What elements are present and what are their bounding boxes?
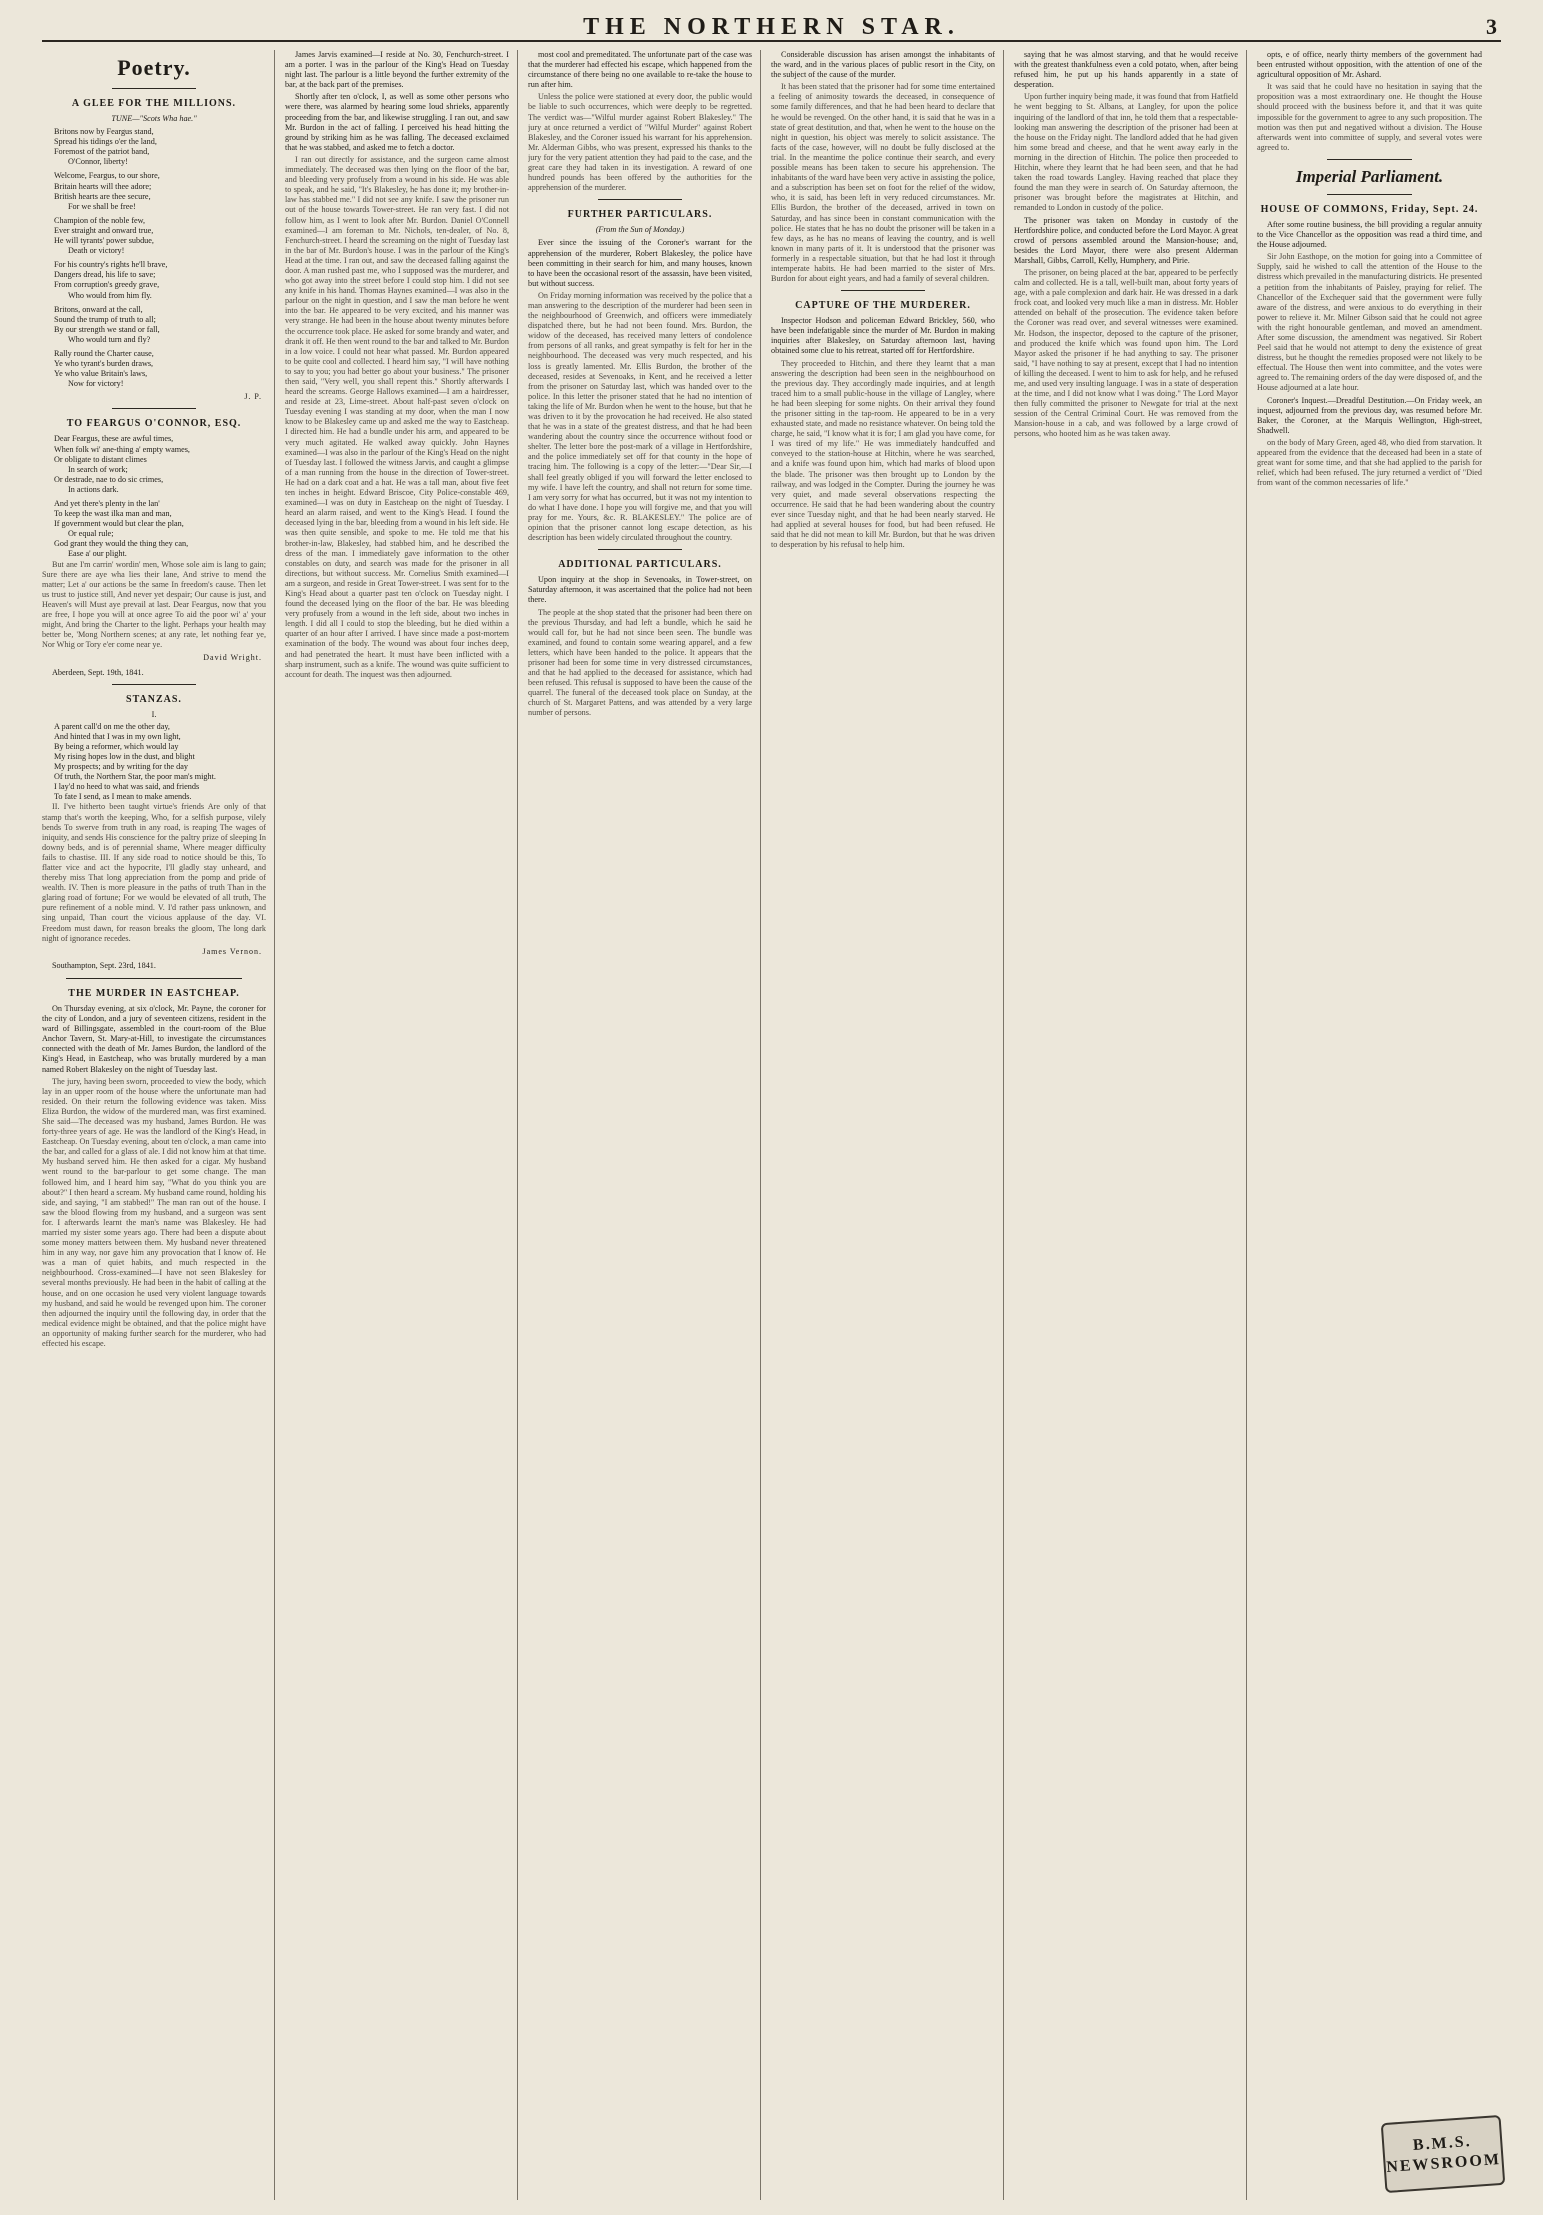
inquest-article: Coroner's Inquest.—Dreadful Destitution.—On Friday week, an inquest, adjourned from the previous day, was resumed before Mr. Baker, the Coroner, at the Marquis Wellington, High-street, Shadwell. bbox=[1257, 395, 1482, 435]
poem-line: Britain hearts will thee adore; bbox=[54, 181, 152, 191]
poem-line: Now for victory! bbox=[68, 379, 124, 389]
poem-line: My rising hopes low in the dust, and blight bbox=[54, 751, 195, 761]
poem-line: Foremost of the patriot band, bbox=[54, 147, 150, 157]
divider bbox=[841, 290, 925, 291]
column-3-continuation-c: The people at the shop stated that the prisoner had been there on the previous Thursday, and had left a bundle, which he said he would call for, but he had not since been seen. The bundle was examined, and found to contain some wearing apparel, and a few letters, which have been handed to the police. It appears that the prisoner had been for some time in very distressed circumstances, and that he had applied to the deceased for assistance, which had been refused. This refusal is supposed to have been the cause of the quarrel. The funeral of the deceased took place on Sunday, at the church of St. Margaret Pattens, and was attended by a very large number of persons. bbox=[528, 607, 752, 718]
poem-line: Or equal rule; bbox=[68, 529, 114, 539]
library-stamp bbox=[1381, 2115, 1506, 2193]
poem-1-body bbox=[42, 127, 266, 389]
poem-2-continuation: But ane I'm carrin' wordin' men, Whose sole aim is lang to gain; Sure there are aye wha lies their lane, And strive to mend the matter; Let a' our actions be the same In freedom's cause. Then let us trust to justice still, And never yet despair; Our cause is just, and Heaven's will Must aye prevail at last. Dear Feargus, now that you are free, I hope you will at once agree To aid the poor wi' a' your might, And bring the Charter to the light. Perhaps your health may better be, 'Mong Northern scenes; at any rate, let nothing fear ye, Nor Whig or Tory e'er come near ye. bbox=[42, 559, 266, 650]
page-number: 3 bbox=[1486, 14, 1497, 39]
divider bbox=[112, 684, 196, 685]
poem-2-title: TO FEARGUS O'CONNOR, ESQ. bbox=[66, 418, 242, 430]
poem-line: God grant they would the thing they can, bbox=[54, 539, 189, 549]
poem-line: British hearts are thee secure, bbox=[54, 191, 151, 201]
poem-line: In search of work; bbox=[68, 464, 128, 474]
poem-line: In actions dark. bbox=[68, 484, 119, 494]
poem-1-tune: TUNE—"Scots Wha hae." bbox=[111, 114, 197, 123]
poem-3-body bbox=[42, 722, 266, 803]
poem-line: Spread his tidings o'er the land, bbox=[54, 137, 157, 147]
columns bbox=[42, 50, 1501, 2200]
column-4 bbox=[771, 50, 1004, 2200]
poem-2-body bbox=[42, 434, 266, 559]
further-particulars-source: (From the Sun of Monday.) bbox=[595, 225, 685, 235]
poem-1-signature: J. P. bbox=[244, 392, 262, 402]
column-2-continuation: I ran out directly for assistance, and the surgeon came almost immediately. The deceased was then lying on the floor of the bar, and bleeding very profusely from a wound in his side. He was able to speak, and he said, "It's Blakesley, he has done it; my brother-in-law has stabbed me." I did not see any knife. I saw the prisoner run out of the house towards Tower-street. He ran very fast. I did not follow him, as I went to look after Mr. Burdon. Daniel O'Connell examined—I am foreman to Mr. Nichols, ten-dealer, of No. 8, Fenchurch-street. I heard the screaming on the night of Tuesday last in the bar of Mr. Burdon's house. I was in the parlour of the King's Head at the time. I ran out, and saw the deceased falling against the door. A man rushed past me, who I supposed was the murderer, and who got away into the street before I could stop him. I did not see any knife in his hand. Thomas Haynes examined—I was also in the parlour on the night in question, and I saw the man before he went into the bar. He appeared to be very excited, and his manner was very strange. He had been in the house about twenty minutes before the occurrence took place. He asked for some brandy and water, and drank it off. He then went round to the bar and talked to Mr. Burdon in a low voice. I could not hear what passed. Mr. Burdon appeared to be quite cool and collected. I heard him say, "I will have nothing to say to you; you had better go about your business." The prisoner then said, "Very well, you shall repent this." Shortly afterwards I heard the screams. George Hallows examined—I am a hairdresser, and reside at 23, Lime-street. About half-past seven o'clock on Tuesday evening I was standing at my door, when the man I now know to be Blakesley came up and asked me the way to Eastcheap. I directed him. He had a bundle under his arm, and appeared to be very much agitated. He walked away quickly. John Haynes examined—I was also in the parlour of the King's Head on the night of Tuesday last. I followed the witness Jarvis, and caught a glimpse of a man running from the house in the direction of Tower-street. He had on a dark coat and a hat. He was a tall man, about five feet ten inches in height. Edward Briscoe, City Police-constable 469, examined—I was on duty in Eastcheap on the night of Tuesday. I heard an alarm raised, and went to the King's Head. I found the deceased lying in the bar, bleeding from a wound in his left side. He was then quite sensible, and spoke to me. He told me that his brother-in-law, Blakesley, had stabbed him, and he described the dress of the man. I immediately gave information to the other constables on duty, and search was made for the prisoner in all directions, but without success. Mr. Cornelius Smith examined—I am a surgeon, and reside in Great Tower-street. I was sent for to the King's Head about a quarter past ten o'clock on Tuesday night. I found the deceased lying on the floor of the bar. He was bleeding very profusely from a wound in the left side, about two inches in length. I did all I could to stop the bleeding, but he died within a quarter of an hour after I arrived. I have since made a post-mortem examination of the body. The wound was about four inches deep, and had penetrated the heart. It must have been inflicted with a sharp instrument, such as a knife. The wound was quite sufficient to account for death. The inquest was then adjourned. bbox=[285, 154, 509, 679]
stanza-number: I. bbox=[151, 709, 157, 719]
poem-line: O'Connor, liberty! bbox=[68, 157, 128, 167]
poem-line: Rally round the Charter cause, bbox=[54, 348, 154, 358]
divider bbox=[598, 549, 682, 550]
parliament-body: After some routine business, the bill providing a regular annuity to the Vice Chancellor as the opposition was read a third time, and the House adjourned. bbox=[1257, 219, 1482, 250]
column-4-continuation-b: They proceeded to Hitchin, and there they learnt that a man answering the description had been seen in the neighbourhood on the previous day. They accordingly made inquiries, and at length traced him to a small public-house in the village of Langley, where he had been sleeping for some nights. On their arrival they found the prisoner sitting in the tap-room. He appeared to be in a very exhausted state, and made no resistance whatever. On being told the charge, he said, "I know what it is for; I am glad you have come, for I was tired of my life." He was immediately handcuffed and conveyed to the station-house at Hitchin, where he was searched, and a knife was found upon him, which had marks of blood upon the blade. The prisoner was then brought up to London by the railway, and was lodged in the Compter. During the journey he was very quiet, and made several observations respecting the occurrence. He said that he had been wandering about the country ever since Tuesday night, and that he had been nearly starved. He had applied at several houses for food, but had been refused. He said that he did not mean to kill Mr. Burdon, but that he was driven to desperation by his refusal to help him. bbox=[771, 358, 995, 550]
poem-line: Death or victory! bbox=[68, 246, 125, 256]
poetry-heading: Poetry. bbox=[117, 55, 191, 80]
column-4-continuation-a: It has been stated that the prisoner had for some time entertained a feeling of animosity towards the deceased, in consequence of some family differences, and that he had been heard to declare that he would be revenged. On the other hand, it is said that he was in a state of great destitution, and that, when he went to the house on the night in question, his object was merely to solicit assistance. The facts of the case, however, will no doubt be fully disclosed at the trial. In the meantime the police continue their search, and every possible means has been taken to secure his apprehension. The inhabitants of the ward have been very active in assisting the police, and a subscription has been set on foot for the relief of the widow, who, it is said, has been left in very reduced circumstances. Mr. Ellis Burdon, the brother of the deceased, arrived in town on Saturday, and has since been in constant communication with the police. He states that he has no doubt the prisoner will be taken in a few days, as he has no means of leaving the country, and is well known in many parts of it. It is understood that the prisoner was formerly in a respectable situation, but that he had lost it through intemperate habits. He had been married to the sister of Mrs. Burdon for about eight years, and had a family of several children. bbox=[771, 82, 995, 284]
poem-line: When folk wi' ane-thing a' empty wames, bbox=[54, 444, 190, 454]
divider bbox=[112, 408, 196, 409]
stamp-line-2: NEWSROOM bbox=[1385, 2150, 1502, 2176]
column-5-opening: saying that he was almost starving, and that he would receive with the greatest thankfulness even a cold potato, when, after being refused him, he put up his hands apparently in a state of desperation. bbox=[1014, 50, 1238, 90]
poem-line: He will tyrants' power subdue, bbox=[54, 236, 154, 246]
parliament-subheading: HOUSE OF COMMONS, Friday, Sept. 24. bbox=[1260, 203, 1479, 215]
poem-line: Britons now by Feargus stand, bbox=[54, 127, 154, 137]
further-particulars-body: Ever since the issuing of the Coroner's warrant for the apprehension of the murderer, Robert Blakesley, the police have been committing in their search for him, and many houses, known to have been the occasional resort of the assassin, have been visited, but without success. bbox=[528, 238, 752, 288]
column-3 bbox=[528, 50, 761, 2200]
poem-line: My prospects; and by writing for the day bbox=[54, 762, 188, 772]
poem-line: Or destrade, nae to do sic crimes, bbox=[54, 474, 164, 484]
divider bbox=[66, 978, 242, 979]
poem-3-signature: James Vernon. bbox=[202, 946, 262, 956]
poem-3-continuation: II. I've hitherto been taught virtue's friends Are only of that stamp that's worth the keeping, Who, for a selfish purpose, vilely bends To swerve from truth in any road, is reaping The wages of iniquity, and sends His conscience for the paltry prize of sleeping In downy beds, and is of perennial shame, Where meager difficulty fails to chastise. III. If any side road to notice should be this, To flatter vice and act the hypocrite, I'll gladly stay unheard, and thereby miss That long appreciation from the pomp and pride of wealth. IV. Then is more pleasure in the paths of truth Than in the glaring road of fortune; For we would be elevated of all truth, The pure refinement of a noble mind. V. I'd rather pass unknown, and sing unpaid, Than court the vicious applause of the day. VI. Freedom must dawn, for reason breaks the gloom, The long dark night of ignorance recedes. bbox=[42, 802, 266, 943]
poem-3-place: Southampton, Sept. 23rd, 1841. bbox=[52, 960, 156, 970]
witness-testimony-body: Shortly after ten o'clock, I, as well as some other persons who were there, was alarmed by hearing some loud shrieks, apparently proceeding from the bar, and likewise struggling. I ran out, and saw Mr. Burdon in the act of falling. I perceived his head hitting the ground by striking him as he was falling. The deceased exclaimed that he was stabbed, and asked me to fetch a doctor. bbox=[285, 92, 509, 152]
divider bbox=[1327, 159, 1412, 160]
column-3-continuation-a: Unless the police were stationed at every door, the public would be liable to such occurrences, which were deeply to be regretted. The verdict was—"Wilful murder against Robert Blakesley." The jury at once returned a verdict of "Wilful Murder" against Robert Blakesley, and the Coroner issued his warrant for his apprehension. Mr. Alderman Gibbs, who was present, expressed his thanks to the jury for the very patient attention they had paid to the case, and the great care they had taken in its investigation. A reward of one hundred pounds has been offered by the authorities for the apprehension of the murderer. bbox=[528, 92, 752, 193]
divider bbox=[112, 88, 196, 89]
column-5-body: The prisoner was taken on Monday in custody of the Hertfordshire police, and conducted before the Lord Mayor. A great crowd of persons assembled around the Mansion-house; and, besides the Lord Mayor, there were also present Alderman Marshall, Gibbs, Carroll, Kelly, Humphery, and Pirie. bbox=[1014, 215, 1238, 265]
further-particulars-title: FURTHER PARTICULARS. bbox=[567, 209, 713, 221]
column-6-continuation-a: It was said that he could have no hesitation in saying that the proposition was a most extraordinary one. He thought the House should proceed with the business before it, and that it was quite impossible for the government to agree to any such proposition. The motion was then put and negatived without a division. The House afterwards went into committee of supply, and several votes were agreed to. bbox=[1257, 82, 1482, 152]
poem-line: And yet there's plenty in the lan' bbox=[54, 499, 160, 508]
poem-line: Who would from him fly. bbox=[68, 290, 152, 300]
column-6-opening: opts, e of office, nearly thirty members of the government had been entrusted without opposition, with the attention of one of the agricultural opposition of Mr. Ashard. bbox=[1257, 50, 1482, 80]
column-2 bbox=[285, 50, 518, 2200]
poem-2-signature: David Wright. bbox=[203, 653, 262, 663]
poem-line: Champion of the noble few, bbox=[54, 215, 146, 225]
poem-line: Welcome, Feargus, to our shore, bbox=[54, 171, 160, 181]
poem-line: Dangers dread, his life to save; bbox=[54, 270, 156, 280]
poem-3-title: STANZAS. bbox=[126, 693, 182, 705]
poem-line: From corruption's greedy grave, bbox=[54, 280, 160, 290]
poem-line: For his country's rights he'll brave, bbox=[54, 260, 168, 270]
poem-line: For we shall be free! bbox=[68, 201, 136, 211]
column-4-opening: Considerable discussion has arisen amongst the inhabitants of the ward, and in the various places of public resort in the City, on the subject of the cause of the murder. bbox=[771, 50, 995, 80]
column-3-continuation-b: On Friday morning information was received by the police that a man answering to the description of the murderer had been seen in the neighbourhood of Greenwich, and officers were immediately dispatched there, but he had not been found. Mrs. Burdon, the widow of the deceased, has received many letters of condolence from persons of all ranks, and great sympathy is felt for her in the neighbourhood. The deceased was very much respected, and his loss is greatly lamented. Mr. Ellis Burdon, the brother of the deceased, resides at Sevenoaks, in Kent, and he received a letter from the prisoner on Saturday last, which was handed over to the police. In this letter the prisoner stated that he had no intention of taking the life of Mr. Burdon when he went to the house, but that he was driven to it by the provocation he had received. He also stated that he was in a state of the greatest distress, and that he had been wandering about the country since the occurrence without food or shelter. The letter bore the post-mark of a village in Hertfordshire, and the police immediately set off for that county in the hope of tracing him. The following is a copy of the letter:—"Dear Sir,—I shall feel greatly obliged if you will forward the letter enclosed to my wife. I have left the country, and shall not return for some time. I am very sorry for what has occurred, but it was not my intention to do what I have done. I hope you will forgive me, and that you will pray for me. Yours, &c. R. BLAKESLEY." The police are of opinion that the prisoner cannot long escape detection, as his description has been widely circulated throughout the country. bbox=[528, 290, 752, 543]
column-6-continuation-b: Sir John Easthope, on the motion for going into a Committee of Supply, said he wished to call the attention of the House to the distress which prevailed in the manufacturing districts. He presented a petition from the inhabitants of Paisley, praying for relief. The Chancellor of the Exchequer said that the government were fully aware of the distress, and were anxious to do everything in their power to relieve it. Mr. Milner Gibson said that he could not agree with the right honourable gentleman, and moved an amendment. After some discussion, the amendment was negatived. Sir Robert Peel said that he would not attempt to deny the existence of great distress, but he thought the remedies proposed were not likely to be effectual. The House then went into committee, and the votes were agreed to. The remaining orders of the day were disposed of, and the House adjourned at a late hour. bbox=[1257, 252, 1482, 393]
poem-line: To fate I send, as I mean to make amends. bbox=[54, 792, 192, 802]
poem-line: Dear Feargus, these are awful times, bbox=[54, 434, 174, 444]
capture-article-title: CAPTURE OF THE MURDERER. bbox=[795, 300, 971, 312]
poem-line: Ye who value Britain's laws, bbox=[54, 369, 148, 379]
stamp-line-1: B.M.S. bbox=[1412, 2133, 1473, 2155]
poem-line: If government would but clear the plan, bbox=[54, 519, 184, 529]
divider bbox=[1327, 194, 1412, 195]
column-6-continuation-c: on the body of Mary Green, aged 48, who died from starvation. It appeared from the evidence that the deceased had been in a state of great want for some time, and that she had applied to the parish for relief, which had been refused. The jury returned a verdict of "Died from want of the common necessaries of life." bbox=[1257, 437, 1482, 488]
column-6 bbox=[1257, 50, 1490, 2200]
parliament-heading: Imperial Parliament. bbox=[1295, 166, 1444, 186]
column-5-continuation-b: The prisoner, on being placed at the bar, appeared to be perfectly calm and collected. He is a tall, well-built man, about forty years of age, with a pale complexion and dark hair. He was dressed in a dark frock coat, and looked very much like a man in distress. Mr. Hobler attended on behalf of the prosecution. The evidence taken before the Coroner was read over, and several witnesses were examined. Mr. Hodson, the inspector, deposed to the capture of the prisoner, and produced the knife which was found upon him. The Lord Mayor asked the prisoner if he had anything to say. The prisoner said, "I have nothing to say at present, except that I had no intention of killing the deceased. I went to him to ask for help, and he refused me, and used very insulting language. I was in a state of desperation at the time, and I did not know what I was doing." The Lord Mayor then fully committed the prisoner to Newgate for trial at the next session of the Central Criminal Court. He was removed from the Mansion-house in a cab, and was followed by a large crowd of persons, who hooted him as he was taken away. bbox=[1014, 267, 1238, 439]
poem-line: A parent call'd on me the other day, bbox=[54, 721, 170, 731]
masthead bbox=[42, 14, 1501, 42]
column-3-opening: most cool and premeditated. The unfortunate part of the case was that the murderer had effected his escape, which happened from the circumstance of there being no one available to re-take the house to run after him. bbox=[528, 50, 752, 90]
poem-line: Sound the trump of truth to all; bbox=[54, 314, 156, 324]
poem-line: Ease a' our plight. bbox=[68, 549, 127, 559]
murder-article-continuation: The jury, having been sworn, proceeded to view the body, which lay in an upper room of the house where the unfortunate man had resided. On their return the following evidence was taken. Miss Eliza Burdon, the widow of the murdered man, was first examined. She said—The deceased was my husband, James Burdon. He was forty-three years of age. He was the landlord of the King's Head, in Eastcheap. On Tuesday evening, about ten o'clock, a man came into the bar, and called for a glass of ale. I did not know him at that time. My husband served him. He then asked for a cigar. My husband went round to the bar-parlour to get some change. The man followed him, and I heard him say, "What do you think you are about?" I then heard a scream. My husband came round, holding his side, and saying, "I am stabbed!" The man ran out of the house. I saw the blood flowing from my husband, and a surgeon was sent for. I afterwards learnt the man's name was Blakesley. He had married my sister some years ago. There had been a dispute about some money matters between them. My husband never threatened him in any way, nor gave him any provocation that I know of. He was a man of quiet habits, and much respected in the neighbourhood. Cross-examined—I have not seen Blakesley for several months previously. He had been in the habit of calling at the house, and on one occasion he used very violent language towards my husband, and said he would be revenged upon him. The coroner then adjourned the inquiry until the following day, in order that the medical evidence might be obtained, and that the police might have an opportunity of making further search for the murderer, who had effected his escape. bbox=[42, 1076, 266, 1349]
capture-article-body: Inspector Hodson and policeman Edward Brickley, 560, who have been indefatigable since the murder of Mr. Burdon in making inquiries after Blakesley, on Saturday afternoon last, having obtained some clue to his retreat, started off for Hertfordshire. bbox=[771, 316, 995, 356]
column-5 bbox=[1014, 50, 1247, 2200]
poem-line: By being a reformer, which would lay bbox=[54, 741, 179, 751]
poem-line: Of truth, the Northern Star, the poor man's might. bbox=[54, 772, 216, 782]
additional-particulars-title: ADDITIONAL PARTICULARS. bbox=[558, 559, 722, 571]
divider bbox=[598, 199, 682, 200]
poem-line: Who would turn and fly? bbox=[68, 334, 151, 344]
poem-line: By our strength we stand or fall, bbox=[54, 324, 160, 334]
poem-line: I lay'd no heed to what was said, and friends bbox=[54, 782, 200, 792]
masthead-title: THE NORTHERN STAR. bbox=[583, 14, 960, 40]
poem-line: To keep the wast ilka man and man, bbox=[54, 509, 172, 519]
poem-line: Or obligate to distant climes bbox=[54, 454, 147, 464]
murder-article-title: THE MURDER IN EASTCHEAP. bbox=[68, 987, 240, 999]
poem-line: And hinted that I was in my own light, bbox=[54, 731, 181, 741]
column-5-continuation-a: Upon further inquiry being made, it was found that from Hatfield he went begging to St. Albans, at Langley, for upon the police inquiring of the landlord of that inn, he told them that a respectable-looking man answering the description of the prisoner had been at the house on the Friday night. The landlord added that he had given him some bread and cheese, and that he went away early in the morning in the direction of Hitchin. The police then proceeded to Hitchin, where they learnt that he had been seen, and that he had taken the road towards Langley. Having reached that place they found the man they were in search of. On Saturday afternoon, the prisoner was brought before the magistrates at Hitchin, and remanded to London in custody of the police. bbox=[1014, 92, 1238, 213]
poem-line: Ever straight and onward true, bbox=[54, 225, 154, 235]
poem-line: Britons, onward at the call, bbox=[54, 304, 143, 314]
column-1 bbox=[42, 50, 275, 2200]
additional-particulars-body: Upon inquiry at the shop in Sevenoaks, in Tower-street, on Saturday afternoon, it was ascertained that the police had not been there. bbox=[528, 575, 752, 605]
poem-1-title: A GLEE FOR THE MILLIONS. bbox=[71, 98, 237, 109]
poem-2-place: Aberdeen, Sept. 19th, 1841. bbox=[52, 667, 144, 677]
witness-testimony-opening: James Jarvis examined—I reside at No. 30, Fenchurch-street. I am a porter. I was in the parlour of the King's Head on Tuesday night last. The parlour is a little beyond the further extremity of the bar, at the back part of the premises. bbox=[285, 50, 509, 90]
poem-line: Ye who tyrant's burden draws, bbox=[54, 359, 154, 369]
murder-article-intro: On Thursday evening, at six o'clock, Mr. Payne, the coroner for the city of London, and a jury of seventeen citizens, resident in the ward of Billingsgate, assembled in the court-room of the Blue Anchor Tavern, St. Mary-at-Hill, to investigate the circumstances connected with the death of Mr. James Burdon, the landlord of the King's Head, in Eastcheap, who was brutally murdered by a man named Robert Blakesley on the night of Tuesday last. bbox=[42, 1003, 266, 1074]
